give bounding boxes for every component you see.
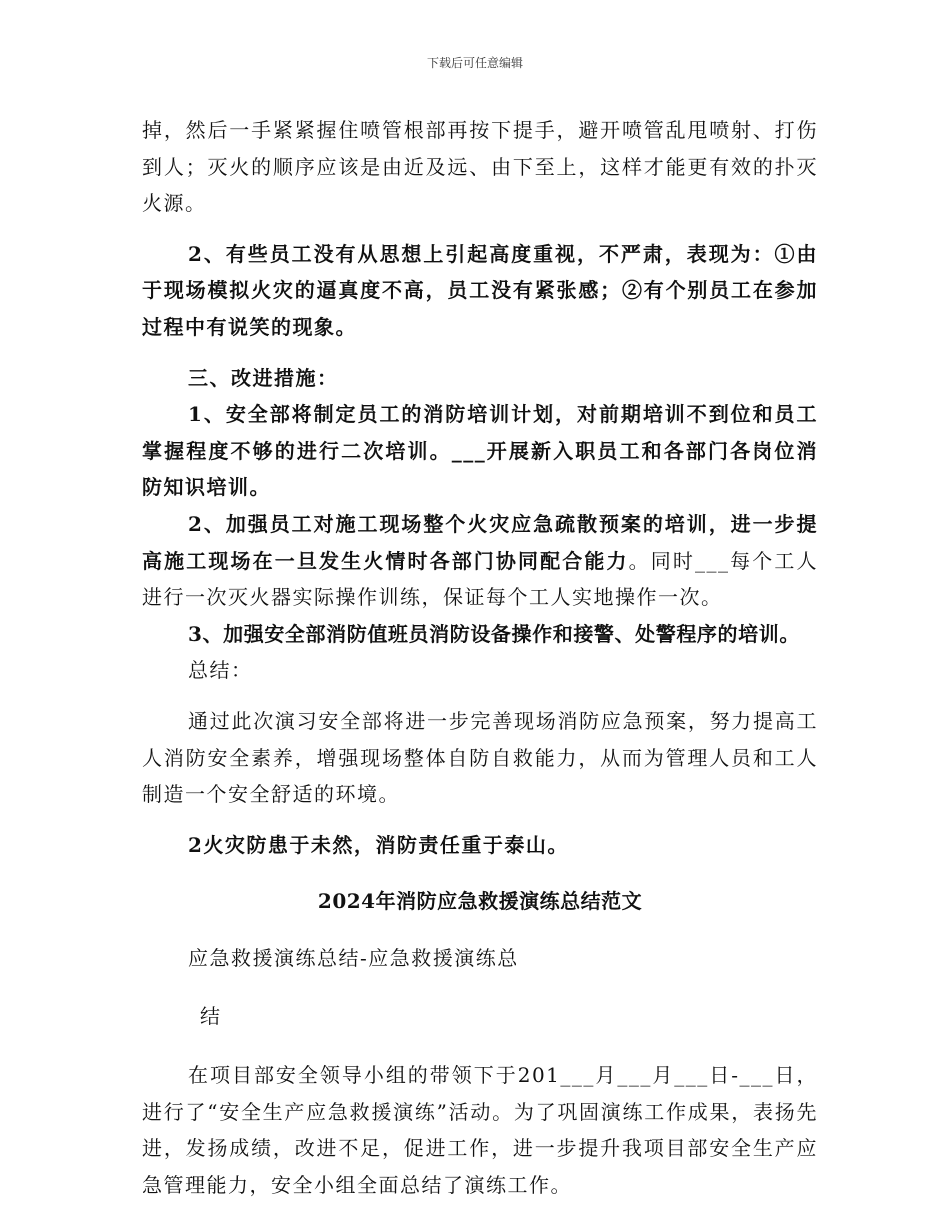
paragraph-summary: 通过此次演习安全部将进一步完善现场消防应急预案，努力提高工人消防安全素养，增强现场整体自防自救能力，从而为管理人员和工人制造一个安全舒适的环境。 (142, 708, 818, 807)
paragraph-project-intro: 在项目部安全领导小组的带领下于201___月___月___日-___日，进行了“安全生产应急救援演练”活动。为了巩固演练工作成果，表扬先进，发扬成绩，改进不足，促进工作，进一步提升我项目部安全生产应急管理能力，安全小组全面总结了演练工作。 (142, 1063, 818, 1197)
paragraph-improvement-2-normal: 。同时___每个工人进行一次灭火器实际操作训练，保证每个工人实地操作一次。 (142, 548, 819, 610)
paragraph-slogan: 2火灾防患于未然，消防责任重于泰山。 (188, 832, 569, 857)
paragraph-improvement-2-bold: 2、加强员工对施工现场整个火灾应急疏散预案的培训，进一步提高施工现场在一旦发生火情时各部门协同配合能力 (142, 511, 818, 573)
summary-label: 总结： (188, 658, 253, 683)
paragraph-improvement-1: 1、安全部将制定员工的消防培训计划，对前期培训不到位和员工掌握程度不够的进行二次培训。___开展新入职员工和各部门各岗位消防知识培训。 (142, 402, 818, 500)
page-header: 下载后可任意编辑 (426, 56, 523, 70)
paragraph-improvement-2 (142, 506, 818, 616)
paragraph-problem-2: 2、有些员工没有从思想上引起高度重视，不严肃，表现为：①由于现场模拟火灾的逼真度不高，员工没有紧张感；②有个别员工在参加过程中有说笑的现象。 (142, 241, 818, 339)
document-body (142, 112, 818, 1203)
section-heading-improvements: 三、改进措施： (188, 365, 339, 390)
paragraph-extinguisher-usage: 掉，然后一手紧紧握住喷管根部再按下提手，避开喷管乱甩喷射、打伤到人；灭火的顺序应该是由近及远、由下至上，这样才能更有效的扑灭火源。 (142, 118, 818, 216)
paragraph-subtitle: 应急救援演练总结-应急救援演练总 (188, 945, 519, 970)
paragraph-improvement-3: 3、加强安全部消防值班员消防设备操作和接警、处警程序的培训。 (188, 621, 800, 646)
paragraph-subtitle-continued: 结 (200, 1004, 222, 1029)
document-title: 2024年消防应急救援演练总结范文 (317, 889, 643, 914)
